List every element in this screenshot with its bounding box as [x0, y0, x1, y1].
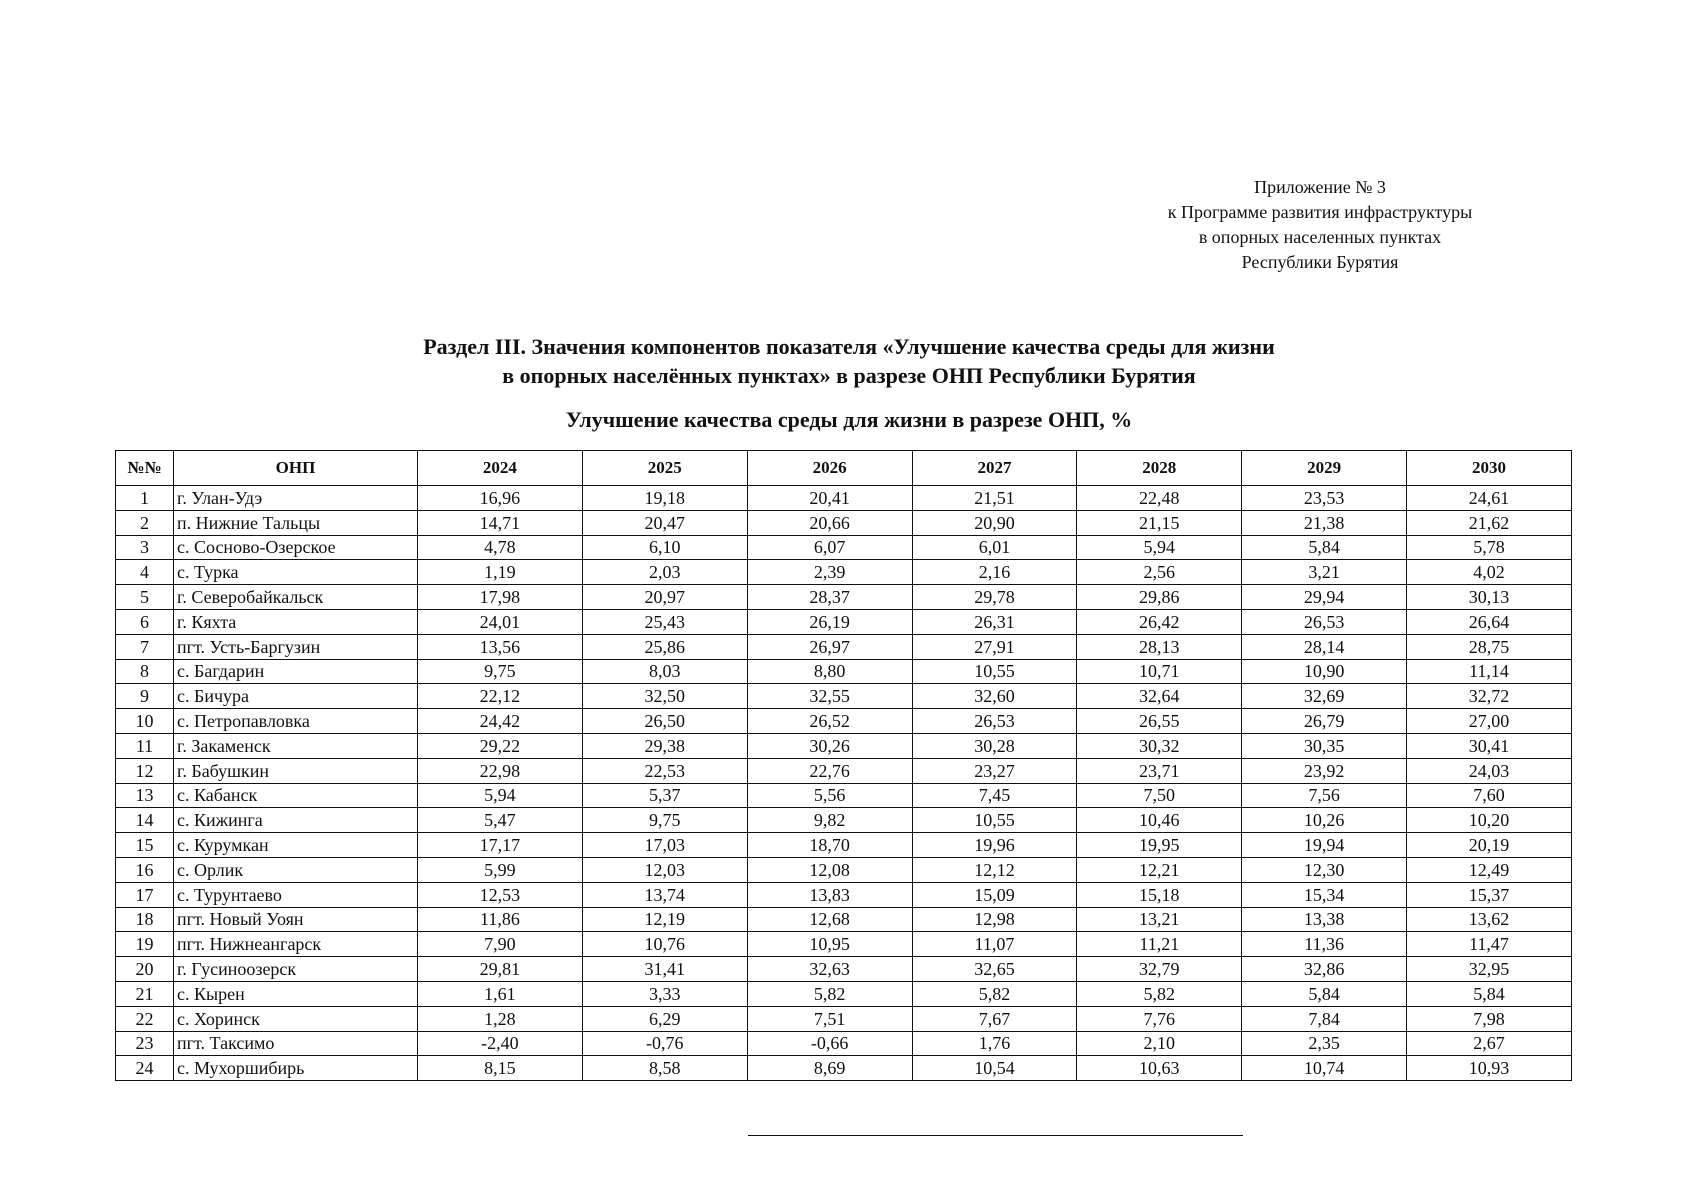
table-row — [116, 1031, 1572, 1056]
value-cell-2024: 13,56 — [418, 634, 583, 659]
row-number-cell: 17 — [116, 882, 174, 907]
value-cell-2024: 1,61 — [418, 981, 583, 1006]
column-header-year-2030: 2030 — [1407, 451, 1572, 486]
value-cell-2029: 2,35 — [1242, 1031, 1407, 1056]
value-cell-2025: 20,47 — [582, 510, 747, 535]
value-cell-2024: 5,94 — [418, 783, 583, 808]
table-row — [116, 833, 1572, 858]
value-cell-2025: 5,37 — [582, 783, 747, 808]
value-cell-2029: 11,36 — [1242, 932, 1407, 957]
settlement-name-cell: г. Кяхта — [174, 609, 418, 634]
value-cell-2025: 19,18 — [582, 486, 747, 511]
settlement-name-cell: г. Закаменск — [174, 733, 418, 758]
value-cell-2029: 32,69 — [1242, 684, 1407, 709]
value-cell-2030: 2,67 — [1407, 1031, 1572, 1056]
value-cell-2025: 26,50 — [582, 709, 747, 734]
value-cell-2026: 5,82 — [747, 981, 912, 1006]
table-row — [116, 1006, 1572, 1031]
settlement-name-cell: пгт. Таксимо — [174, 1031, 418, 1056]
row-number-cell: 22 — [116, 1006, 174, 1031]
table-body — [116, 486, 1572, 1081]
table-row — [116, 882, 1572, 907]
value-cell-2028: 7,76 — [1077, 1006, 1242, 1031]
value-cell-2030: 5,84 — [1407, 981, 1572, 1006]
row-number-cell: 19 — [116, 932, 174, 957]
value-cell-2027: 30,28 — [912, 733, 1077, 758]
value-cell-2026: 6,07 — [747, 535, 912, 560]
value-cell-2024: 9,75 — [418, 659, 583, 684]
column-header-year-2028: 2028 — [1077, 451, 1242, 486]
value-cell-2027: 26,31 — [912, 609, 1077, 634]
table-row — [116, 783, 1572, 808]
value-cell-2030: 11,14 — [1407, 659, 1572, 684]
table-row — [116, 709, 1572, 734]
settlement-name-cell: пгт. Нижнеангарск — [174, 932, 418, 957]
column-header-year-2029: 2029 — [1242, 451, 1407, 486]
value-cell-2030: 10,20 — [1407, 808, 1572, 833]
value-cell-2024: 29,22 — [418, 733, 583, 758]
value-cell-2028: 26,42 — [1077, 609, 1242, 634]
settlement-name-cell: пгт. Усть-Баргузин — [174, 634, 418, 659]
value-cell-2026: 13,83 — [747, 882, 912, 907]
value-cell-2025: 9,75 — [582, 808, 747, 833]
value-cell-2024: 11,86 — [418, 907, 583, 932]
table-row — [116, 560, 1572, 585]
value-cell-2030: 4,02 — [1407, 560, 1572, 585]
table-row — [116, 1056, 1572, 1081]
value-cell-2029: 3,21 — [1242, 560, 1407, 585]
settlement-name-cell: г. Улан-Удэ — [174, 486, 418, 511]
value-cell-2029: 30,35 — [1242, 733, 1407, 758]
value-cell-2030: 24,61 — [1407, 486, 1572, 511]
value-cell-2028: 21,15 — [1077, 510, 1242, 535]
section-title-line-1: Раздел III. Значения компонентов показателя «Улучшение качества среды для жизни — [423, 334, 1275, 359]
value-cell-2024: 7,90 — [418, 932, 583, 957]
row-number-cell: 15 — [116, 833, 174, 858]
value-cell-2024: 24,01 — [418, 609, 583, 634]
table-row — [116, 634, 1572, 659]
value-cell-2025: -0,76 — [582, 1031, 747, 1056]
value-cell-2030: 32,95 — [1407, 957, 1572, 982]
value-cell-2030: 27,00 — [1407, 709, 1572, 734]
value-cell-2026: 18,70 — [747, 833, 912, 858]
value-cell-2024: 5,99 — [418, 857, 583, 882]
value-cell-2030: 10,93 — [1407, 1056, 1572, 1081]
value-cell-2025: 12,19 — [582, 907, 747, 932]
column-header-year-2026: 2026 — [747, 451, 912, 486]
value-cell-2030: 11,47 — [1407, 932, 1572, 957]
value-cell-2027: 6,01 — [912, 535, 1077, 560]
value-cell-2024: 22,98 — [418, 758, 583, 783]
value-cell-2029: 26,79 — [1242, 709, 1407, 734]
appendix-line-4: Республики Бурятия — [1241, 252, 1399, 272]
table-row — [116, 957, 1572, 982]
value-cell-2028: 32,79 — [1077, 957, 1242, 982]
table-row — [116, 609, 1572, 634]
value-cell-2028: 10,46 — [1077, 808, 1242, 833]
value-cell-2030: 20,19 — [1407, 833, 1572, 858]
value-cell-2029: 12,30 — [1242, 857, 1407, 882]
settlement-name-cell: с. Турка — [174, 560, 418, 585]
value-cell-2026: 28,37 — [747, 585, 912, 610]
value-cell-2030: 30,41 — [1407, 733, 1572, 758]
value-cell-2024: 1,19 — [418, 560, 583, 585]
table-row — [116, 535, 1572, 560]
value-cell-2029: 7,84 — [1242, 1006, 1407, 1031]
table-row — [116, 486, 1572, 511]
row-number-cell: 23 — [116, 1031, 174, 1056]
value-cell-2027: 23,27 — [912, 758, 1077, 783]
value-cell-2027: 29,78 — [912, 585, 1077, 610]
settlement-name-cell: с. Кабанск — [174, 783, 418, 808]
value-cell-2029: 5,84 — [1242, 981, 1407, 1006]
value-cell-2027: 32,65 — [912, 957, 1077, 982]
appendix-line-3: в опорных населенных пунктах — [1198, 227, 1442, 247]
value-cell-2024: 4,78 — [418, 535, 583, 560]
row-number-cell: 5 — [116, 585, 174, 610]
value-cell-2028: 5,94 — [1077, 535, 1242, 560]
row-number-cell: 18 — [116, 907, 174, 932]
settlement-name-cell: с. Хоринск — [174, 1006, 418, 1031]
value-cell-2026: 30,26 — [747, 733, 912, 758]
indicator-table — [115, 450, 1572, 1081]
settlement-name-cell: с. Курумкан — [174, 833, 418, 858]
value-cell-2028: 2,10 — [1077, 1031, 1242, 1056]
value-cell-2029: 10,74 — [1242, 1056, 1407, 1081]
value-cell-2024: 29,81 — [418, 957, 583, 982]
table-row — [116, 981, 1572, 1006]
value-cell-2026: 20,66 — [747, 510, 912, 535]
value-cell-2025: 17,03 — [582, 833, 747, 858]
row-number-cell: 10 — [116, 709, 174, 734]
value-cell-2026: 8,80 — [747, 659, 912, 684]
value-cell-2030: 24,03 — [1407, 758, 1572, 783]
value-cell-2026: 7,51 — [747, 1006, 912, 1031]
value-cell-2026: 12,08 — [747, 857, 912, 882]
value-cell-2026: 12,68 — [747, 907, 912, 932]
value-cell-2027: 32,60 — [912, 684, 1077, 709]
value-cell-2025: 25,43 — [582, 609, 747, 634]
value-cell-2024: 12,53 — [418, 882, 583, 907]
table-row — [116, 659, 1572, 684]
value-cell-2029: 10,90 — [1242, 659, 1407, 684]
table-row — [116, 808, 1572, 833]
row-number-cell: 21 — [116, 981, 174, 1006]
value-cell-2029: 21,38 — [1242, 510, 1407, 535]
value-cell-2025: 6,29 — [582, 1006, 747, 1031]
row-number-cell: 14 — [116, 808, 174, 833]
value-cell-2030: 28,75 — [1407, 634, 1572, 659]
value-cell-2026: 20,41 — [747, 486, 912, 511]
row-number-cell: 12 — [116, 758, 174, 783]
row-number-cell: 13 — [116, 783, 174, 808]
value-cell-2030: 5,78 — [1407, 535, 1572, 560]
value-cell-2026: 2,39 — [747, 560, 912, 585]
value-cell-2027: 12,98 — [912, 907, 1077, 932]
value-cell-2027: 10,55 — [912, 808, 1077, 833]
value-cell-2025: 20,97 — [582, 585, 747, 610]
value-cell-2026: 5,56 — [747, 783, 912, 808]
value-cell-2030: 15,37 — [1407, 882, 1572, 907]
value-cell-2029: 7,56 — [1242, 783, 1407, 808]
table-header-row — [116, 451, 1572, 486]
table-row — [116, 510, 1572, 535]
value-cell-2027: 20,90 — [912, 510, 1077, 535]
column-header-year-2024: 2024 — [418, 451, 583, 486]
value-cell-2028: 5,82 — [1077, 981, 1242, 1006]
settlement-name-cell: с. Мухоршибирь — [174, 1056, 418, 1081]
value-cell-2024: 17,98 — [418, 585, 583, 610]
settlement-name-cell: пгт. Новый Уоян — [174, 907, 418, 932]
value-cell-2028: 29,86 — [1077, 585, 1242, 610]
value-cell-2025: 6,10 — [582, 535, 747, 560]
settlement-name-cell: с. Сосново-Озерское — [174, 535, 418, 560]
settlement-name-cell: с. Кижинга — [174, 808, 418, 833]
value-cell-2024: -2,40 — [418, 1031, 583, 1056]
row-number-cell: 7 — [116, 634, 174, 659]
value-cell-2029: 23,53 — [1242, 486, 1407, 511]
value-cell-2026: 32,63 — [747, 957, 912, 982]
value-cell-2029: 13,38 — [1242, 907, 1407, 932]
settlement-name-cell: г. Бабушкин — [174, 758, 418, 783]
value-cell-2026: -0,66 — [747, 1031, 912, 1056]
settlement-name-cell: п. Нижние Тальцы — [174, 510, 418, 535]
value-cell-2028: 15,18 — [1077, 882, 1242, 907]
value-cell-2026: 22,76 — [747, 758, 912, 783]
value-cell-2028: 13,21 — [1077, 907, 1242, 932]
value-cell-2030: 30,13 — [1407, 585, 1572, 610]
column-header-onp: ОНП — [174, 451, 418, 486]
value-cell-2024: 17,17 — [418, 833, 583, 858]
value-cell-2029: 23,92 — [1242, 758, 1407, 783]
row-number-cell: 16 — [116, 857, 174, 882]
value-cell-2028: 2,56 — [1077, 560, 1242, 585]
value-cell-2027: 21,51 — [912, 486, 1077, 511]
bottom-divider-line — [748, 1135, 1243, 1136]
settlement-name-cell: с. Багдарин — [174, 659, 418, 684]
value-cell-2030: 32,72 — [1407, 684, 1572, 709]
value-cell-2027: 2,16 — [912, 560, 1077, 585]
value-cell-2026: 9,82 — [747, 808, 912, 833]
value-cell-2030: 13,62 — [1407, 907, 1572, 932]
table-row — [116, 932, 1572, 957]
table-row — [116, 684, 1572, 709]
value-cell-2027: 10,54 — [912, 1056, 1077, 1081]
settlement-name-cell: с. Турунтаево — [174, 882, 418, 907]
value-cell-2025: 22,53 — [582, 758, 747, 783]
value-cell-2028: 7,50 — [1077, 783, 1242, 808]
value-cell-2030: 21,62 — [1407, 510, 1572, 535]
row-number-cell: 3 — [116, 535, 174, 560]
value-cell-2028: 22,48 — [1077, 486, 1242, 511]
value-cell-2030: 7,98 — [1407, 1006, 1572, 1031]
value-cell-2027: 5,82 — [912, 981, 1077, 1006]
column-header-year-2027: 2027 — [912, 451, 1077, 486]
value-cell-2027: 19,96 — [912, 833, 1077, 858]
value-cell-2028: 26,55 — [1077, 709, 1242, 734]
value-cell-2026: 26,97 — [747, 634, 912, 659]
column-header-year-2025: 2025 — [582, 451, 747, 486]
value-cell-2028: 10,63 — [1077, 1056, 1242, 1081]
value-cell-2025: 32,50 — [582, 684, 747, 709]
settlement-name-cell: с. Кырен — [174, 981, 418, 1006]
value-cell-2029: 29,94 — [1242, 585, 1407, 610]
value-cell-2027: 1,76 — [912, 1031, 1077, 1056]
column-header-number: №№ — [116, 451, 174, 486]
value-cell-2027: 10,55 — [912, 659, 1077, 684]
row-number-cell: 24 — [116, 1056, 174, 1081]
value-cell-2025: 25,86 — [582, 634, 747, 659]
value-cell-2028: 19,95 — [1077, 833, 1242, 858]
section-title — [0, 332, 1698, 390]
row-number-cell: 2 — [116, 510, 174, 535]
value-cell-2027: 26,53 — [912, 709, 1077, 734]
value-cell-2024: 1,28 — [418, 1006, 583, 1031]
row-number-cell: 6 — [116, 609, 174, 634]
value-cell-2027: 15,09 — [912, 882, 1077, 907]
value-cell-2026: 10,95 — [747, 932, 912, 957]
table-row — [116, 585, 1572, 610]
settlement-name-cell: с. Петропавловка — [174, 709, 418, 734]
row-number-cell: 1 — [116, 486, 174, 511]
row-number-cell: 8 — [116, 659, 174, 684]
row-number-cell: 4 — [116, 560, 174, 585]
table-row — [116, 907, 1572, 932]
value-cell-2025: 8,58 — [582, 1056, 747, 1081]
value-cell-2025: 13,74 — [582, 882, 747, 907]
appendix-note — [1120, 175, 1520, 275]
value-cell-2026: 26,19 — [747, 609, 912, 634]
value-cell-2025: 2,03 — [582, 560, 747, 585]
value-cell-2029: 26,53 — [1242, 609, 1407, 634]
value-cell-2029: 10,26 — [1242, 808, 1407, 833]
value-cell-2028: 11,21 — [1077, 932, 1242, 957]
row-number-cell: 20 — [116, 957, 174, 982]
value-cell-2026: 26,52 — [747, 709, 912, 734]
value-cell-2024: 5,47 — [418, 808, 583, 833]
table-row — [116, 857, 1572, 882]
value-cell-2028: 23,71 — [1077, 758, 1242, 783]
value-cell-2028: 10,71 — [1077, 659, 1242, 684]
value-cell-2029: 19,94 — [1242, 833, 1407, 858]
table-row — [116, 758, 1572, 783]
value-cell-2025: 8,03 — [582, 659, 747, 684]
value-cell-2030: 7,60 — [1407, 783, 1572, 808]
value-cell-2028: 30,32 — [1077, 733, 1242, 758]
value-cell-2027: 12,12 — [912, 857, 1077, 882]
value-cell-2027: 11,07 — [912, 932, 1077, 957]
value-cell-2024: 22,12 — [418, 684, 583, 709]
value-cell-2024: 14,71 — [418, 510, 583, 535]
value-cell-2030: 12,49 — [1407, 857, 1572, 882]
value-cell-2029: 15,34 — [1242, 882, 1407, 907]
value-cell-2029: 5,84 — [1242, 535, 1407, 560]
value-cell-2025: 29,38 — [582, 733, 747, 758]
value-cell-2026: 8,69 — [747, 1056, 912, 1081]
value-cell-2026: 32,55 — [747, 684, 912, 709]
value-cell-2024: 24,42 — [418, 709, 583, 734]
value-cell-2024: 8,15 — [418, 1056, 583, 1081]
value-cell-2029: 28,14 — [1242, 634, 1407, 659]
settlement-name-cell: г. Северобайкальск — [174, 585, 418, 610]
settlement-name-cell: г. Гусиноозерск — [174, 957, 418, 982]
value-cell-2027: 7,67 — [912, 1006, 1077, 1031]
settlement-name-cell: с. Бичура — [174, 684, 418, 709]
value-cell-2029: 32,86 — [1242, 957, 1407, 982]
table-row — [116, 733, 1572, 758]
value-cell-2030: 26,64 — [1407, 609, 1572, 634]
value-cell-2028: 32,64 — [1077, 684, 1242, 709]
value-cell-2028: 12,21 — [1077, 857, 1242, 882]
value-cell-2027: 27,91 — [912, 634, 1077, 659]
appendix-line-2: к Программе развития инфраструктуры — [1167, 202, 1473, 222]
value-cell-2028: 28,13 — [1077, 634, 1242, 659]
row-number-cell: 9 — [116, 684, 174, 709]
appendix-line-1: Приложение № 3 — [1254, 177, 1386, 197]
value-cell-2025: 31,41 — [582, 957, 747, 982]
section-title-line-2: в опорных населённых пунктах» в разрезе ОНП Республики Бурятия — [502, 363, 1196, 388]
value-cell-2025: 3,33 — [582, 981, 747, 1006]
value-cell-2027: 7,45 — [912, 783, 1077, 808]
table-title: Улучшение качества среды для жизни в разрезе ОНП, % — [565, 407, 1133, 432]
value-cell-2025: 10,76 — [582, 932, 747, 957]
value-cell-2025: 12,03 — [582, 857, 747, 882]
value-cell-2024: 16,96 — [418, 486, 583, 511]
settlement-name-cell: с. Орлик — [174, 857, 418, 882]
row-number-cell: 11 — [116, 733, 174, 758]
